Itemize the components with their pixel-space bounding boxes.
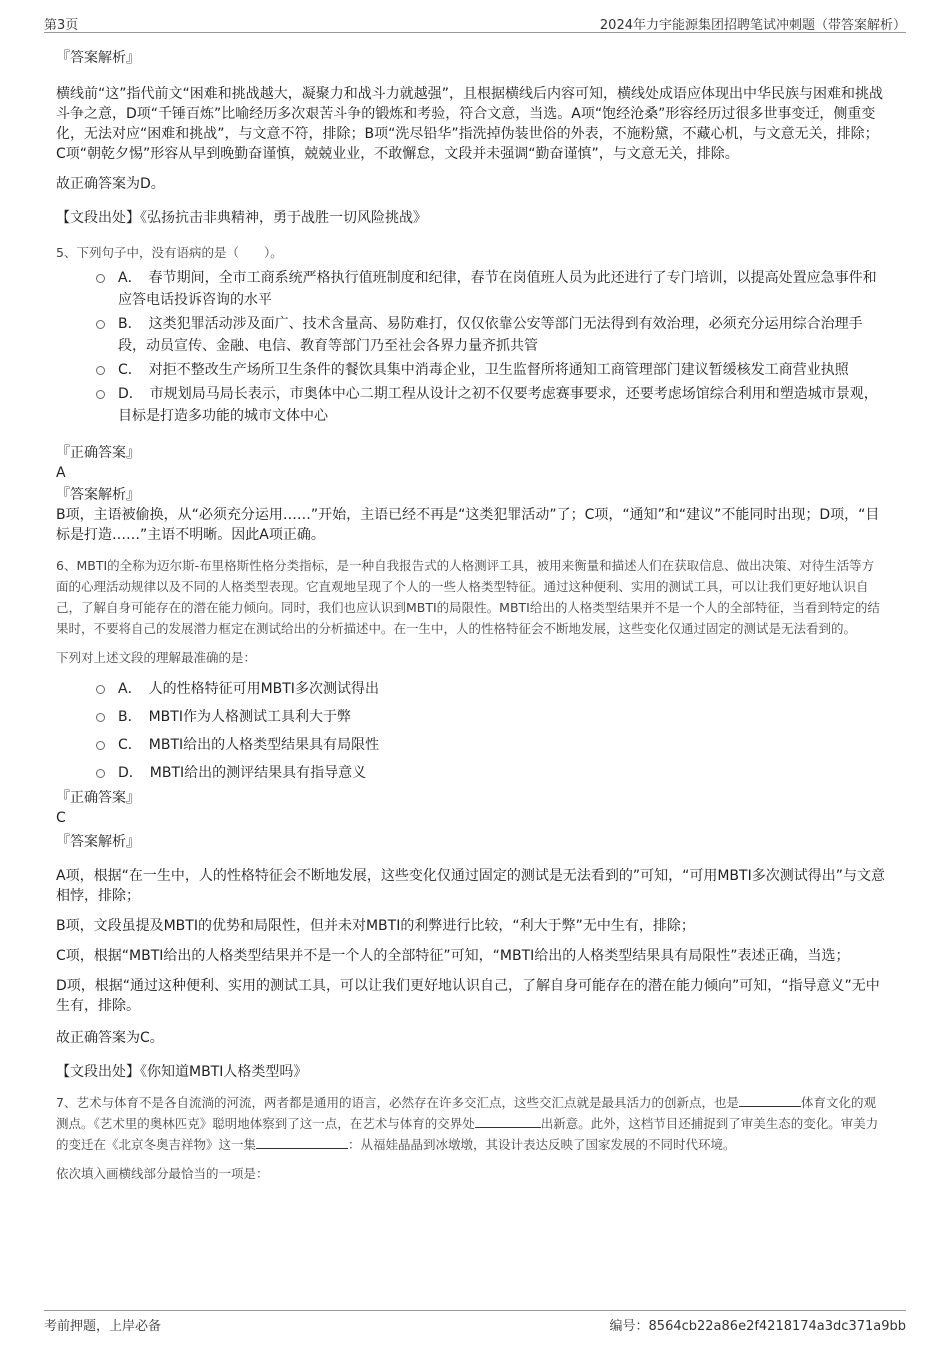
- q6-source: 【文段出处】《你知道MBTI人格类型吗》: [56, 1064, 308, 1080]
- q5-answer-label: 『正确答案』: [56, 445, 140, 461]
- document-title: 2024年力宇能源集团招聘笔试冲刺题（带答案解析）: [599, 18, 906, 33]
- q5-option-a[interactable]: A． 春节期间，全市工商系统严格执行值班制度和纪律，春节在岗值班人员为此还进行了专门培训，以提高处置应急事件和应答电话投诉咨询的水平: [56, 267, 886, 311]
- q6-option-d[interactable]: D． MBTI给出的测评结果具有指导意义: [56, 762, 886, 784]
- radio-icon[interactable]: [96, 713, 105, 722]
- q6-question: 下列对上述文段的理解最准确的是：: [56, 650, 257, 665]
- radio-icon[interactable]: [96, 685, 105, 694]
- q6-analysis-label: 『答案解析』: [56, 834, 140, 850]
- radio-icon[interactable]: [96, 769, 105, 778]
- q7-passage: 7、艺术与体育不是各自流淌的河流，两者都是通用的语言，必然存在许多交汇点，这些交汇点就是最具活力的创新点，也是 体育文化的观测点。《艺术里的奥林匹克》聪明地体察到了这一点，在艺术与体育的交界处 出新意。此外，这档节目还捕捉到了审美生态的变化。审美力的变迁在《北京冬奥吉祥物》这一集 ：从福娃晶晶到冰墩墩，其设计表达反映了国家发展的不同时代环境。: [56, 1092, 886, 1155]
- document-body: [56, 40, 886, 1184]
- q6-answer-label: 『正确答案』: [56, 790, 140, 806]
- radio-icon[interactable]: [96, 366, 105, 375]
- q4-analysis-label: 『答案解析』: [56, 50, 140, 66]
- q5-analysis-label: 『答案解析』: [56, 487, 140, 503]
- footer-code: 编号：8564cb22a86e2f4218174a3dc371a9bb: [609, 1319, 906, 1334]
- q5-option-b[interactable]: B． 这类犯罪活动涉及面广、技术含量高、易防难打，仅仅依靠公安等部门无法得到有效治理，必须充分运用综合治理手段，动员宣传、金融、电信、教育等部门乃至社会各界力量齐抓共管: [56, 313, 886, 357]
- q7-question: 依次填入画横线部分最恰当的一项是：: [56, 1166, 269, 1181]
- footer-slogan: 考前押题，上岸必备: [44, 1319, 162, 1334]
- q6-analysis-d: D项，根据“通过这种便利、实用的测试工具，可以让我们更好地认识自己，了解自身可能存在的潜在能力倾向”可知，“指导意义”无中生有，排除。: [56, 978, 880, 1014]
- q6-option-a[interactable]: A． 人的性格特征可用MBTI多次测试得出: [56, 678, 886, 700]
- q4-conclusion: 故正确答案为D。: [56, 176, 165, 192]
- radio-icon[interactable]: [96, 320, 105, 329]
- q6-option-c[interactable]: C． MBTI给出的人格类型结果具有局限性: [56, 734, 886, 756]
- radio-icon[interactable]: [96, 741, 105, 750]
- q5-options: [56, 267, 886, 427]
- q5-stem: 5、下列句子中，没有语病的是（ ）。: [56, 245, 283, 260]
- q6-analysis-b: B项，文段虽提及MBTI的优势和局限性，但并未对MBTI的利弊进行比较，“利大于弊”无中生有，排除；: [56, 918, 695, 934]
- q5-analysis: B项，主语被偷换，从“必须充分运用……”开始，主语已经不再是“这类犯罪活动”了；C项，“通知”和“建议”不能同时出现；D项，“目标是打造……”主语不明晰。因此A项正确。: [56, 507, 880, 543]
- q6-conclusion: 故正确答案为C。: [56, 1030, 164, 1046]
- q6-analysis-a: A项，根据“在一生中，人的性格特征会不断地发展，这些变化仅通过固定的测试是无法看到的”可知，“可用MBTI多次测试得出”与文意相悖，排除；: [56, 868, 885, 904]
- q6-options: [56, 678, 886, 784]
- q4-source: 【文段出处】《弘扬抗击非典精神，勇于战胜一切风险挑战》: [56, 210, 427, 226]
- radio-icon[interactable]: [96, 390, 105, 399]
- q7-blank-2: [475, 1113, 541, 1128]
- q5-answer: A: [56, 465, 66, 481]
- q4-analysis: 横线前“这”指代前文“困难和挑战越大，凝聚力和战斗力就越强”，且根据横线后内容可知，横线处成语应体现出中华民族与困难和挑战斗争之意，D项“千锤百炼”比喻经历多次艰苦斗争的锻炼和考验，符合文意，当选。A项“饱经沧桑”形容经历过很多世事变迁，侧重变化，无法对应“困难和挑战”，与文意不符，排除；B项“洗尽铅华”指洗掉伪装世俗的外表，不施粉黛，不藏心机，与文意无关，排除；C项“朝乾夕惕”形容从早到晚勤奋谨慎，兢兢业业，不敢懈怠，文段并未强调“勤奋谨慎”，与文意无关，排除。: [56, 86, 884, 162]
- radio-icon[interactable]: [96, 274, 105, 283]
- q7-blank-3: [256, 1134, 348, 1149]
- q6-option-b[interactable]: B． MBTI作为人格测试工具利大于弊: [56, 706, 886, 728]
- q5-option-d[interactable]: D． 市规划局马局长表示，市奥体中心二期工程从设计之初不仅要考虑赛事要求，还要考虑场馆综合利用和塑造城市景观，目标是打造多功能的城市文体中心: [56, 383, 886, 427]
- page-footer: [44, 1310, 906, 1335]
- q6-answer: C: [56, 810, 66, 826]
- page-header: [44, 10, 906, 33]
- q5-option-c[interactable]: C． 对拒不整改生产场所卫生条件的餐饮具集中消毒企业，卫生监督所将通知工商管理部门建议暂缓核发工商营业执照: [56, 359, 886, 381]
- q6-passage: 6、MBTI的全称为迈尔斯-布里格斯性格分类指标，是一种自我报告式的人格测评工具，被用来衡量和描述人们在获取信息、做出决策、对待生活等方面的心理活动规律以及不同的人格类型表现。它直观地呈现了个人的一些人格类型特征。通过这种便利、实用的测试工具，可以让我们更好地认识自己，了解自身可能存在的潜在能力倾向。同时，我们也应认识到MBTI的局限性。MBTI给出的人格类型结果并不是一个人的全部特征，当看到特定的结果时，不要将自己的发展潜力框定在测试给出的分析描述中。在一生中，人的性格特征会不断地发展，这些变化仅通过固定的测试是无法看到的。: [56, 558, 880, 636]
- q6-analysis-c: C项，根据“MBTI给出的人格类型结果并不是一个人的全部特征”可知，“MBTI给出的人格类型结果具有局限性”表述正确，当选；: [56, 948, 850, 964]
- page-number: 第3页: [44, 18, 79, 33]
- q7-blank-1: [739, 1092, 801, 1107]
